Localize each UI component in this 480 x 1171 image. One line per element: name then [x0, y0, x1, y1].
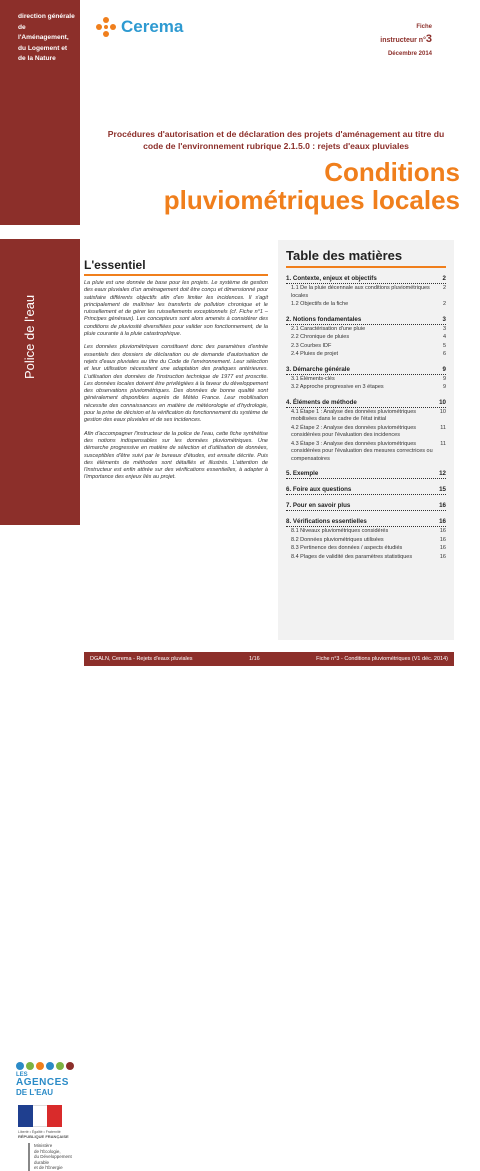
toc-subsection-label: 4.3 Étape 3 : Analyse des données pluviométriques considérées pour l'évaluation des mesures correctrices ou compensatoires [291, 440, 433, 462]
toc-section[interactable] [286, 486, 446, 495]
toc-section-page: 16 [439, 518, 446, 525]
toc-subsection[interactable] [291, 376, 446, 384]
republique-francaise-logo: Liberté • Égalité • Fraternité RÉPUBLIQUE FRANÇAISE [18, 1105, 78, 1139]
toc-subsection-label: 8.2 Données pluviométriques utilisées [291, 536, 384, 543]
toc-section-page: 2 [442, 275, 446, 282]
toc-section-page: 16 [439, 502, 446, 509]
sidebar-theme-block [0, 225, 80, 525]
org-name: direction générale de l'Aménagement, du Logement et de la Nature [18, 13, 75, 62]
toc-subsection-page: 4 [442, 334, 446, 340]
toc-subsection[interactable] [291, 285, 446, 300]
essentiel-paragraph: Les données pluviométriques constituent donc des paramètres d'entrée essentiels des dossiers de déclaration ou de demande d'autorisation de rejets d'eaux pluviales au titre du Code de l'environnement. Leur sélection et leur utilisation nécessitent une adaptation des pratiques antérieures. L'utilisation des données de l'instruction technique de 1977 est proscrite. Les données locales doivent être privilégiées à la faveur du développement des observations pluviométriques. Des données de bonne qualité sont généralement disponibles auprès de Météo France. Leur mobilisation nécessite des connaissances en matière de météorologie et d'hydrologie, pour la prise de décision et la vérification du fonctionnement du système de gestion des eaux pluviales et de ses incidences. [84, 344, 268, 424]
toc-subsection[interactable] [291, 351, 446, 359]
toc-subsection-label: 4.1 Étape 1 : Analyse des données pluviométriques mobilisées dans le cadre de l'état initial [291, 408, 417, 422]
toc-subsection-page: 16 [439, 545, 446, 551]
toc-subsection-page: 11 [440, 424, 446, 431]
toc-subsection-page: 16 [439, 553, 446, 560]
toc-subsection-label: 2.4 Pluies de projet [291, 351, 339, 357]
toc-subsection[interactable] [291, 334, 446, 342]
toc-section-label: 7. Pour en savoir plus [286, 502, 351, 509]
toc-section[interactable] [286, 470, 446, 479]
toc-section-label: 1. Contexte, enjeux et objectifs [286, 275, 377, 282]
toc-section[interactable] [286, 316, 446, 325]
fiche-label: Fiche [416, 24, 432, 30]
toc-subsection[interactable] [291, 528, 446, 536]
toc-subsection-page: 10 [439, 408, 446, 415]
toc-subsection-page: 16 [439, 528, 446, 534]
essentiel-paragraph: Afin d'accompagner l'instructeur de la police de l'eau, cette fiche synthétise des notions indispensables sur les données pluviométriques. Une démarche progressive en matière de sélection et d'utilisation de données, susceptibles d'être suivi par le bureaux d'études, est ensuite décrite. Puis des éléments de méthodes sont détaillés et illustrés. L'attention de l'instructeur est enfin attirée sur des vérifications essentielles, à adapter à l'importance des enjeux liés au projet. [84, 430, 268, 481]
document-title: Conditions pluviométriques locales [163, 157, 460, 215]
toc-section-page: 15 [439, 486, 446, 493]
toc-subsection-page: 2 [442, 285, 446, 291]
toc-subsection-page: 2 [442, 301, 446, 307]
toc-subsection[interactable] [291, 409, 446, 424]
agences-de-l-eau-logo: LES AGENCES DE L'EAU [16, 1062, 78, 1097]
police-de-l-eau-label: Police de l'eau [22, 294, 37, 379]
page-footer [84, 652, 454, 666]
toc-subsection-page: 11 [440, 440, 446, 447]
toc-section[interactable] [286, 502, 446, 511]
toc-subsection-label: 8.4 Plages de validité des paramètres statistiques [291, 553, 413, 560]
toc-subsection[interactable] [291, 301, 446, 309]
toc-subsection-page: 16 [439, 536, 446, 543]
toc-subsection-page: 6 [442, 351, 446, 357]
toc-subsection-page: 3 [442, 325, 446, 332]
fiche-info [380, 24, 432, 57]
toc-subsection-label: 2.3 Courbes IDF [291, 342, 332, 349]
toc-subsection-label: 4.2 Étape 2 : Analyse des données pluviométriques considérées pour l'évaluation des incidences [291, 424, 417, 438]
toc-section-label: 4. Éléments de méthode [286, 398, 357, 406]
toc-section-label: 3. Démarche générale [286, 365, 350, 373]
essentiel-paragraph: La pluie est une donnée de base pour les projets. Le système de gestion des eaux pluviales d'un aménagement doit être conçu et dimensionné pour satisfaire différents objectifs afin d'en limiter les incidences. Il s'agit principalement de maîtriser les transferts de pollution chronique et le ruissellement et de gérer les ruissellements exceptionnels (cf. Fiche n°1 – Principes généraux). Les concepteurs sont alors amenés à considérer des conditions de pluviosité diversifiées pour valider son fonctionnement, de la pluie courante à la pluie catastrophique. [84, 280, 268, 338]
footer-right: Fiche n°3 - Conditions pluviométriques (V1 déc. 2014) [316, 656, 448, 662]
toc-list [286, 275, 446, 561]
toc-subsection[interactable] [291, 343, 446, 351]
toc-subsection-label: 2.2 Chronique de pluies [291, 334, 350, 340]
cerema-mark-icon [95, 16, 117, 38]
flag-icon [18, 1105, 62, 1127]
toc-subsection-page: 9 [442, 384, 446, 390]
toc-subsection-label: 1.1 De la pluie décennale aux conditions pluviométriques locales [291, 285, 430, 299]
toc-subsection-label: 8.3 Pertinence des données / aspects étudiés [291, 545, 403, 551]
partner-logos [0, 525, 80, 1170]
toc-section[interactable] [286, 275, 446, 284]
toc-subsection-label: 1.2 Objectifs de la fiche [291, 301, 349, 307]
toc-section-page: 10 [439, 398, 446, 406]
essentiel-heading: L'essentiel [84, 258, 268, 276]
toc-section-label: 6. Foire aux questions [286, 486, 352, 493]
toc-subsection-label: 2.1 Caractérisation d'une pluie [291, 325, 366, 332]
fiche-number: 3 [425, 33, 432, 45]
brand-name: Cerema [121, 17, 184, 36]
toc-subsection-page: 5 [442, 342, 446, 349]
table-of-contents [278, 240, 454, 640]
footer-left: DGALN, Cerema - Rejets d'eaux pluviales [90, 656, 193, 662]
footer-page-number: 1/16 [249, 656, 260, 662]
toc-section-label: 5. Exemple [286, 470, 319, 477]
document-subtitle: Procédures d'autorisation et de déclaration des projets d'aménagement au titre du code de l'environnement rubrique 2.1.5.0 : rejets d'eaux pluviales [107, 129, 445, 151]
toc-subsection[interactable] [291, 425, 446, 440]
essentiel-section [84, 258, 268, 488]
toc-section[interactable] [286, 518, 446, 527]
toc-subsection[interactable] [291, 441, 446, 464]
toc-subsection-page: 9 [442, 375, 446, 382]
toc-subsection[interactable] [291, 326, 446, 334]
instructeur-label: instructeur n° [380, 37, 426, 44]
toc-subsection[interactable] [291, 545, 446, 553]
toc-subsection[interactable] [291, 384, 446, 392]
toc-section-page: 12 [439, 470, 446, 477]
toc-subsection-label: 3.2 Approche progressive en 3 étapes [291, 384, 384, 390]
toc-subsection-label: 3.1 Éléments-clés [291, 375, 335, 382]
toc-section-page: 9 [442, 365, 446, 373]
sidebar [0, 0, 80, 1170]
toc-section-label: 8. Vérifications essentielles [286, 518, 367, 525]
sidebar-org-block [0, 0, 80, 225]
toc-heading: Table des matières [286, 248, 446, 268]
cerema-logo [95, 16, 183, 38]
toc-section-label: 2. Notions fondamentales [286, 315, 362, 323]
toc-section[interactable] [286, 366, 446, 375]
toc-section[interactable] [286, 399, 446, 408]
toc-subsection[interactable] [291, 554, 446, 562]
toc-subsection[interactable] [291, 537, 446, 545]
fiche-date: Décembre 2014 [387, 51, 432, 57]
toc-subsection-label: 8.1 Niveaux pluviométriques considérés [291, 528, 389, 534]
ministry-logo: Ministère de l'Écologie, du Développement durable et de l'Énergie [28, 1143, 78, 1171]
toc-section-page: 3 [442, 315, 446, 323]
